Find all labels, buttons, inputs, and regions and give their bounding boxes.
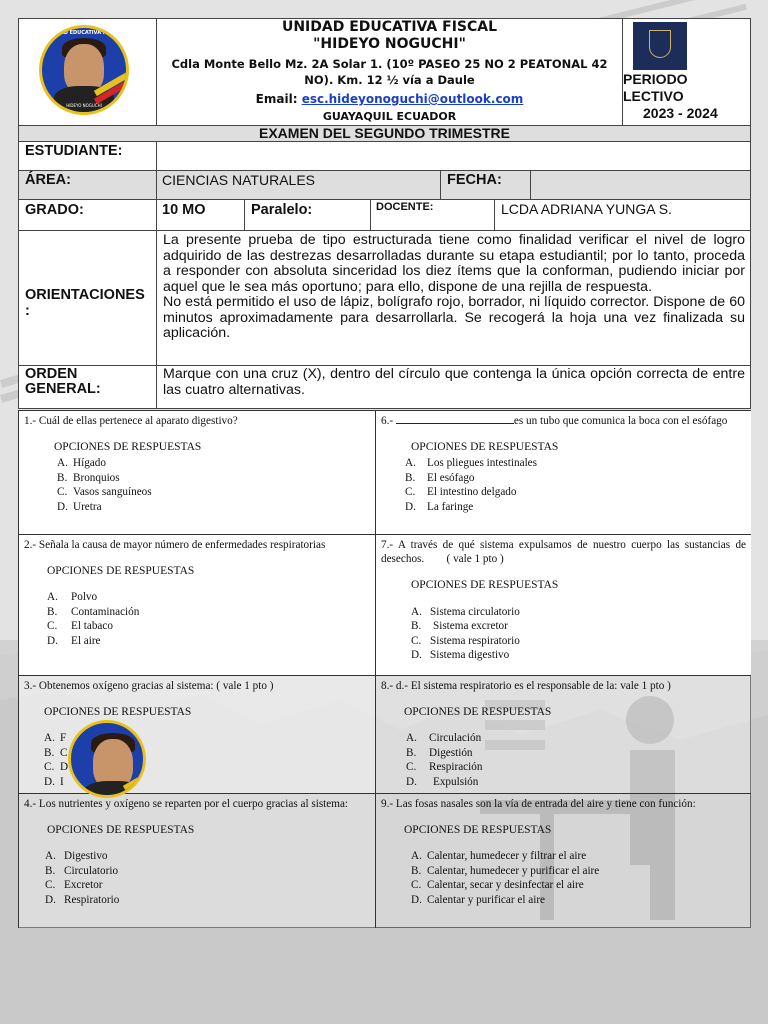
instructions-text-2: No está permitido el uso de lápiz, bolígrafo rojo, borrador, ni líquido corrector. Dispone de 60 minutos aproximadamente para desarrollarla. Se recogerá la hoja una vez finalizada su aplicación. (163, 294, 745, 341)
school-header (18, 18, 751, 126)
school-info (157, 19, 623, 125)
option-a[interactable]: A. Hígado (57, 457, 106, 470)
options-heading: OPCIONES DE RESPUESTAS (411, 441, 559, 454)
option-d[interactable]: D. I (44, 775, 64, 788)
school-name-line-1: UNIDAD EDUCATIVA FISCAL (281, 19, 498, 35)
option-c[interactable]: C. El tabaco (47, 620, 113, 633)
option-a[interactable]: A. Digestivo (45, 850, 108, 863)
question-text: 4.- Los nutrientes y oxígeno se reparten por el cuerpo gracias al sistema: (24, 798, 349, 810)
option-c[interactable]: C. Excretor (45, 879, 103, 892)
option-b[interactable]: B. Bronquios (57, 471, 120, 484)
area-value: CIENCIAS NATURALES (162, 172, 315, 188)
question-text: 6.- es un tubo que comunica la boca con el esófago (381, 415, 728, 427)
options-list (411, 605, 746, 663)
options-list (45, 849, 370, 907)
option-b[interactable]: B. Calentar, humedecer y purificar el aire (411, 864, 600, 877)
option-c[interactable]: C. Vasos sanguíneos (57, 486, 152, 499)
general-order-text: Marque con una cruz (X), dentro del círculo que contenga la única opción correcta de entre las cuatro alternativas. (163, 366, 745, 398)
exam-title: EXAMEN DEL SEGUNDO TRIMESTRE (18, 125, 751, 142)
student-row (18, 141, 751, 171)
option-d[interactable]: D. El aire (47, 634, 101, 647)
option-d[interactable]: D. Uretra (57, 500, 102, 513)
options-heading: OPCIONES DE RESPUESTAS (47, 824, 195, 837)
question-8 (376, 676, 751, 794)
options-list (47, 590, 370, 648)
option-d[interactable]: D. Expulsión (406, 775, 479, 788)
option-b[interactable]: B. Sistema excretor (411, 620, 508, 633)
question-text: 3.- Obtenemos oxígeno gracias al sistema: ( vale 1 pto ) (24, 680, 274, 692)
option-b[interactable]: B. El esófago (405, 471, 475, 484)
options-heading: OPCIONES DE RESPUESTAS (404, 706, 552, 719)
parallel-label: Paralelo: (251, 202, 313, 218)
question-text: 2.- Señala la causa de mayor número de enfermedades respiratorias (24, 539, 326, 551)
student-label: ESTUDIANTE: (25, 143, 123, 159)
school-logo-icon: UNIDAD EDUCATIVA FISCAL HIDEYO NOGUCHI (39, 25, 129, 115)
option-d[interactable]: D. Sistema digestivo (411, 649, 510, 662)
option-b[interactable]: B. Circulatorio (45, 864, 119, 877)
option-c[interactable]: C. D (44, 761, 69, 774)
option-b[interactable]: B. C (44, 746, 68, 759)
option-b[interactable]: B. Contaminación (47, 605, 140, 618)
question-2 (19, 535, 376, 676)
question-text: 8.- d.- El sistema respiratorio es el responsable de la: vale 1 pto ) (381, 680, 671, 692)
option-d[interactable]: D. La faringe (405, 500, 474, 513)
coat-of-arms-icon (633, 22, 687, 70)
question-9 (376, 794, 751, 928)
grade-label: GRADO: (25, 202, 84, 218)
instructions-row (18, 230, 751, 366)
period-cell (623, 19, 751, 125)
option-a[interactable]: A. F (44, 732, 67, 745)
teacher-label: DOCENTE: (376, 201, 434, 213)
school-city: GUAYAQUIL ECUADOR (322, 110, 457, 123)
school-logo-watermark-icon (68, 720, 146, 798)
grade-value: 10 MO (162, 202, 206, 218)
date-label: FECHA: (447, 172, 502, 188)
option-c[interactable]: C. Sistema respiratorio (411, 634, 520, 647)
option-a[interactable]: A. Los pliegues intestinales (405, 457, 537, 470)
option-b[interactable]: B. Digestión (406, 746, 473, 759)
options-heading: OPCIONES DE RESPUESTAS (54, 441, 202, 454)
school-address: Cdla Monte Bello Mz. 2A Solar 1. (10º PASEO 25 NO 2 PEATONAL 42 NO). Km. 12 ½ vía a Daule (171, 57, 608, 87)
option-d[interactable]: D. Calentar y purificar el aire (411, 893, 546, 906)
question-text: 1.- Cuál de ellas pertenece al aparato digestivo? (24, 415, 238, 427)
general-order-row (18, 365, 751, 409)
options-heading: OPCIONES DE RESPUESTAS (411, 579, 559, 592)
option-a[interactable]: A. Circulación (406, 732, 482, 745)
email-link[interactable]: esc.hideyonoguchi@outlook.com (301, 92, 524, 106)
school-name-line-2: "HIDEYO NOGUCHI" (313, 36, 466, 52)
question-text: 7.- A través de qué sistema expulsamos de nuestro cuerpo las sustancias de desechos. ( vale 1 pto ) (381, 539, 749, 566)
date-field[interactable] (531, 171, 751, 199)
instructions-text: La presente prueba de tipo estructurada tiene como finalidad verificar el nivel de logro adquirido de las destrezas desarrolladas durante su etapa estudiantil; por lo tanto, proceda a responder con absoluta sinceridad los diez ítems que la conforman, pudiendo iniciar por aquel que le sea más oportuno; para ello, dispone de una rejilla de respuesta. (163, 232, 745, 295)
school-email-line (157, 91, 622, 107)
options-heading: OPCIONES DE RESPUESTAS (404, 824, 552, 837)
options-heading: OPCIONES DE RESPUESTAS (47, 565, 195, 578)
question-text: 9.- Las fosas nasales son la vía de entrada del aire y tiene con función: (381, 798, 696, 810)
options-list (57, 456, 370, 514)
answer-blank[interactable] (396, 414, 514, 424)
general-order-label: ORDEN GENERAL: (25, 366, 101, 397)
student-field[interactable] (157, 142, 751, 170)
question-7 (376, 535, 751, 676)
option-c[interactable]: C. Respiración (406, 761, 483, 774)
questions-grid (18, 410, 751, 928)
area-label: ÁREA: (25, 172, 71, 188)
question-6 (376, 411, 751, 535)
question-4 (19, 794, 376, 928)
period-label: PERIODO LECTIVO (623, 71, 688, 104)
options-list (411, 849, 746, 907)
grade-row (18, 199, 751, 231)
period-year: 2023 - 2024 (643, 105, 718, 121)
option-c[interactable]: C. Calentar, secar y desinfectar el aire (411, 879, 584, 892)
option-a[interactable]: A. Sistema circulatorio (411, 605, 520, 618)
option-a[interactable]: A. Calentar, humedecer y filtrar el aire (411, 850, 587, 863)
email-label: Email: (255, 92, 298, 106)
options-heading: OPCIONES DE RESPUESTAS (44, 706, 192, 719)
teacher-name: LCDA ADRIANA YUNGA S. (501, 201, 672, 217)
options-list (406, 731, 746, 789)
area-row (18, 170, 751, 200)
option-d[interactable]: D. Respiratorio (45, 893, 120, 906)
option-a[interactable]: A. Polvo (47, 591, 98, 604)
instructions-label: ORIENTACIONES : (25, 287, 145, 319)
question-1 (19, 411, 376, 535)
option-c[interactable]: C. El intestino delgado (405, 486, 517, 499)
options-list (405, 456, 746, 514)
school-logo-cell (19, 19, 157, 125)
